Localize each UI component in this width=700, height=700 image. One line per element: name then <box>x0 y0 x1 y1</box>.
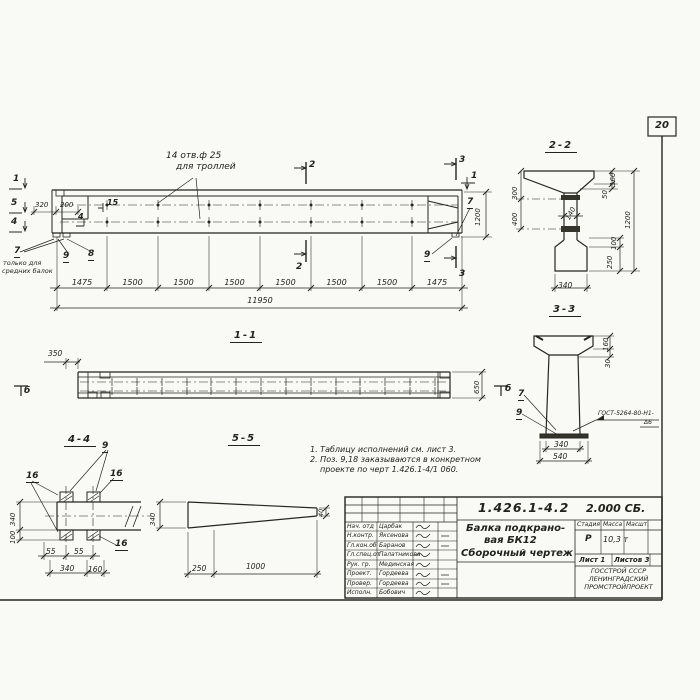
dim-row-1: 1475 <box>71 278 93 287</box>
note-line-2: 2. Поз. 9,18 заказываются в конкретном <box>310 455 481 464</box>
page-number: 20 <box>655 120 669 131</box>
org-line1: ГОССТРОЙ СССР <box>590 567 647 575</box>
section-mark-3-top: 3 <box>459 155 466 165</box>
d44-pos-16-a: 16 <box>26 471 39 481</box>
s33-pos-9: 9 <box>516 408 523 418</box>
s33-dim-30: 30 <box>604 359 612 368</box>
block-title-line1: Балка подкрано- <box>466 523 566 534</box>
mass-label: Масса <box>603 521 623 528</box>
stage-label: Стадия <box>577 521 601 528</box>
pos-label-15: 15 <box>107 198 119 207</box>
view-1-1-title: 1-1 <box>230 331 262 343</box>
d55-dim-40: 40 <box>317 508 325 517</box>
sheets-total: Листов 3 <box>614 556 650 564</box>
d44-pos-16-c: 16 <box>115 539 128 549</box>
dim-row-3: 1500 <box>173 278 194 287</box>
d44-dim-100: 100 <box>9 530 17 544</box>
detail-4-4-view <box>16 450 152 577</box>
sig-name-5: Мединская <box>379 561 415 568</box>
sig-role-8: Исполн. <box>347 589 373 596</box>
sig-name-1: Царбак <box>379 523 403 530</box>
sig-name-4: Палатникова <box>379 551 421 558</box>
s22-dim-300: 300 <box>511 186 519 200</box>
note-line-3: проекте по черт 1.426.1-4/1 060. <box>320 465 459 474</box>
v11-mark-b-left: б <box>24 386 31 396</box>
dim-200: 200 <box>60 201 74 209</box>
s33-weld-note-line1: ГОСТ-5264-80-Н1- <box>598 410 654 417</box>
section-mark-1-right: 1 <box>471 171 478 181</box>
sig-role-6: Проект. <box>347 570 372 577</box>
sig-role-5: Рук. гр. <box>347 561 371 568</box>
s33-dim-160: 160 <box>602 337 610 351</box>
org-line2: ЛЕНИНГРАДСКИЙ <box>588 575 649 583</box>
sig-role-3: Гл.кон.об <box>347 542 377 549</box>
s33-weld-note-line2: Δ6 <box>644 419 652 426</box>
s33-dim-340: 340 <box>554 440 569 449</box>
dim-row-4: 1500 <box>224 278 245 287</box>
d44-dim-160: 160 <box>88 565 103 574</box>
section-3-3-title: 3-3 <box>549 305 581 317</box>
s22-dim-1200: 1200 <box>624 211 632 229</box>
pos-label-4: 4 <box>78 212 84 221</box>
pos-7-note-line2: средних балок <box>2 267 53 275</box>
s33-pos-7: 7 <box>518 389 525 399</box>
s22-dim-140: 140 <box>564 205 578 222</box>
dim-total-11950: 11950 <box>247 296 273 305</box>
pos-label-7-left: 7 <box>14 246 21 256</box>
section-mark-4-left: 4 <box>11 217 18 227</box>
s22-dim-400: 400 <box>511 212 519 226</box>
v11-dim-350: 350 <box>48 349 63 358</box>
doc-number: 1.426.1-4.2 <box>478 500 570 515</box>
dim-row-6: 1500 <box>326 278 347 287</box>
d44-dim-55-b: 55 <box>74 547 84 556</box>
block-title-line3: Сборочный чертеж <box>461 548 573 559</box>
section-mark-3-bottom: 3 <box>459 269 466 279</box>
block-title-line2: вая БК12 <box>484 535 537 546</box>
stage-value: Р <box>585 534 592 544</box>
v11-dim-650: 650 <box>473 380 481 394</box>
sig-role-2: Н.контр. <box>347 532 374 539</box>
s22-dim-340: 340 <box>558 281 573 290</box>
d44-pos-16-b: 16 <box>110 469 123 479</box>
sig-role-7: Провер. <box>347 580 372 587</box>
section-mark-2-bottom: 2 <box>296 262 303 272</box>
sig-name-7: Гордеева <box>379 580 409 587</box>
detail-5-5-view <box>156 499 330 578</box>
d55-dim-1000: 1000 <box>246 562 266 571</box>
section-2-2-view <box>516 168 640 292</box>
s22-dim-250: 250 <box>606 255 614 269</box>
trolley-holes <box>106 204 414 224</box>
org-line3: ПРОМСТРОЙПРОЕКТ <box>584 583 653 591</box>
d44-pos-9: 9 <box>102 441 109 451</box>
d55-dim-250: 250 <box>192 564 207 573</box>
v11-mark-b-right: б <box>505 384 512 394</box>
sig-name-6: Гордеева <box>379 570 409 577</box>
sig-name-3: Баранов <box>379 542 406 549</box>
detail-4-4-title: 4-4 <box>64 435 96 447</box>
section-mark-5-left: 5 <box>11 198 18 208</box>
s22-dim-100: 100 <box>610 236 618 250</box>
holes-note-line2: для троллей <box>176 162 236 172</box>
dim-1200-right: 1200 <box>474 208 482 226</box>
s33-dim-540: 540 <box>553 452 568 461</box>
section-mark-2-top: 2 <box>309 160 316 170</box>
detail-5-5-title: 5-5 <box>228 434 260 446</box>
sheet-number: Лист 1 <box>579 556 606 564</box>
dim-row-7: 1500 <box>376 278 398 287</box>
d44-dim-340-bottom: 340 <box>60 564 75 573</box>
sig-name-2: Яксенова <box>379 532 409 539</box>
pos-label-7-right: 7 <box>467 197 474 207</box>
dim-row-2: 1500 <box>122 278 143 287</box>
sig-name-8: Бобович <box>379 589 406 596</box>
note-line-1: 1. Таблицу исполнений см. лист 3. <box>310 445 457 454</box>
pos-label-9-left: 9 <box>63 251 70 261</box>
pos-label-9-right: 9 <box>424 250 431 260</box>
sig-role-1: Нач. отд <box>347 523 374 530</box>
doc-code: 2.000 СБ. <box>586 502 646 515</box>
dim-320: 320 <box>35 201 49 209</box>
scale-label: Масшт. <box>626 521 650 528</box>
d44-dim-55-a: 55 <box>46 547 56 556</box>
s22-dim-160: 160 <box>609 172 617 186</box>
s22-dim-50: 50 <box>601 190 609 199</box>
dim-row-8: 1475 <box>426 278 448 287</box>
holes-note-line1: 14 отв.ф 25 <box>166 151 222 161</box>
section-2-2-title: 2-2 <box>545 141 577 153</box>
pos-7-note-line1: только для <box>3 259 42 267</box>
d55-dim-340: 340 <box>149 512 157 526</box>
section-mark-1-left: 1 <box>13 174 20 184</box>
mass-value: 10,3 т <box>603 535 629 544</box>
section-3-3-view <box>522 333 659 464</box>
dim-row-5: 1500 <box>275 278 296 287</box>
d44-dim-340-left: 340 <box>9 512 17 526</box>
view-1-1 <box>14 358 508 401</box>
pos-label-8: 8 <box>88 249 95 259</box>
sig-role-4: Гл.спец.от <box>347 551 381 558</box>
